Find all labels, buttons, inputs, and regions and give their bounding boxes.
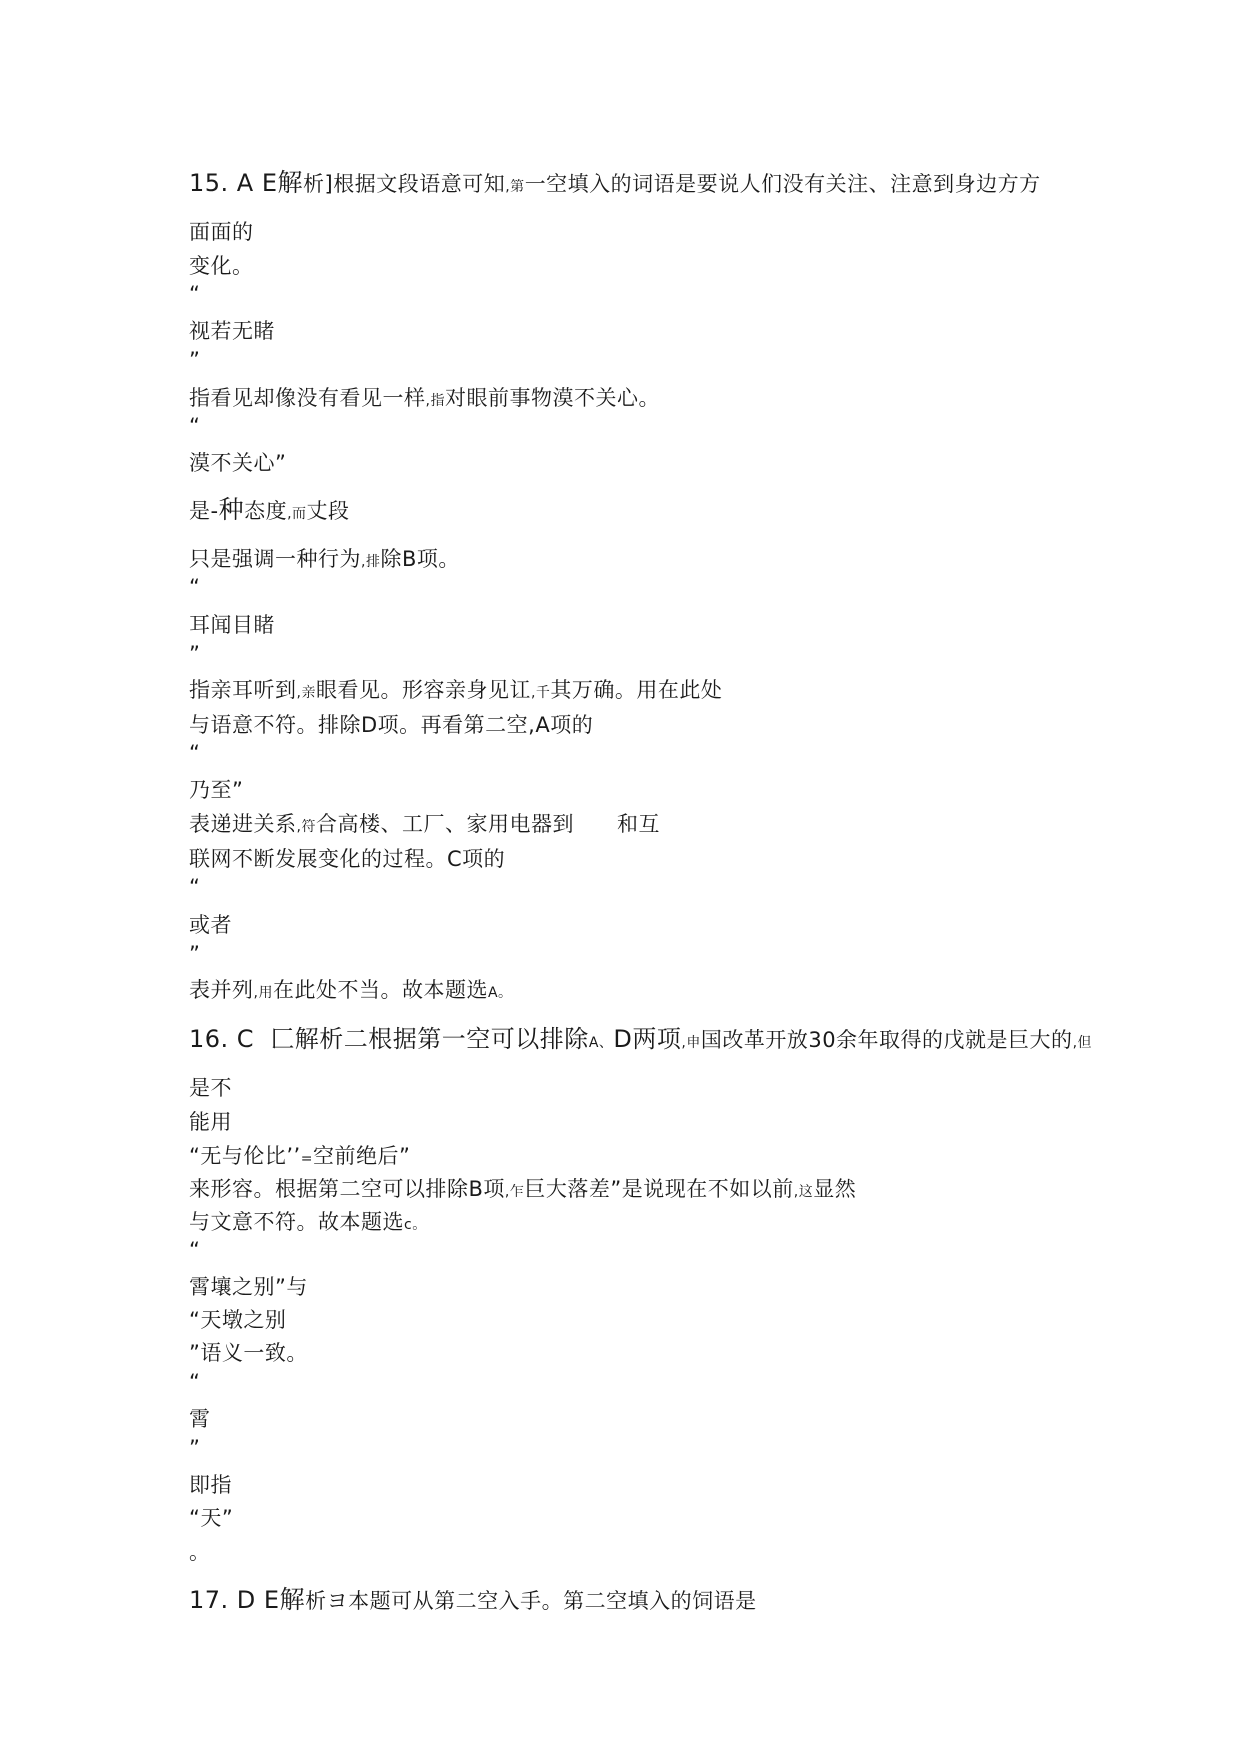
text-line: 。 bbox=[189, 1540, 211, 1564]
text-line: ” bbox=[189, 1436, 201, 1460]
text-line: 是不 bbox=[189, 1076, 232, 1100]
text-line: 联网不断发展变化的过程。C项的 bbox=[189, 847, 506, 871]
text-line: “ bbox=[189, 282, 201, 306]
text-line: 耳闻目睹 bbox=[189, 613, 275, 637]
text-line: 变化。 bbox=[189, 254, 254, 278]
text-line: “ bbox=[189, 575, 201, 599]
text-line: 来形容。根据第二空可以排除B项,乍巨大落差”是说现在不如以前,这显然 bbox=[189, 1177, 857, 1201]
text-line: 视若无睹 bbox=[189, 319, 275, 343]
text-line: 表递进关系,符合高楼、工厂、家用电器到 和互 bbox=[189, 812, 661, 836]
text-line: 16. C 匚解析二根据第一空可以排除A、D两项,申国改革开放30余年取得的戊就是巨大的,但 bbox=[189, 1025, 1093, 1053]
text-line: 霄 bbox=[189, 1407, 211, 1431]
text-line: 漠不关心” bbox=[189, 451, 287, 475]
text-line: “无与伦比’’=空前绝后” bbox=[189, 1144, 411, 1168]
text-line: 表并列,用在此处不当。故本题选A。 bbox=[189, 978, 513, 1002]
text-line: “天墩之别 bbox=[189, 1308, 287, 1332]
text-line: ” bbox=[189, 348, 201, 372]
text-line: 面面的 bbox=[189, 220, 254, 244]
text-line: 指亲耳听到,亲眼看见。形容亲身见讧,千其万确。用在此处 bbox=[189, 678, 723, 702]
text-line: 即指 bbox=[189, 1473, 232, 1497]
text-line: ”语义一致。 bbox=[189, 1341, 308, 1365]
text-line: 能用 bbox=[189, 1110, 232, 1134]
text-line: “ bbox=[189, 1370, 201, 1394]
text-line: 是-种态度,而丈段 bbox=[189, 495, 350, 524]
text-line: 15. A E解析]根据文段语意可知,第一空填入的词语是要说人们没有关注、注意到身边方方 bbox=[189, 168, 1041, 197]
text-line: “ bbox=[189, 875, 201, 899]
text-line: 或者 bbox=[189, 913, 232, 937]
text-line: “ bbox=[189, 741, 201, 765]
text-line: “天” bbox=[189, 1506, 234, 1530]
text-line: 乃至” bbox=[189, 778, 244, 802]
text-line: 与语意不符。排除D项。再看第二空,A项的 bbox=[189, 713, 594, 737]
text-line: 指看见却像没有看见一样,指对眼前事物漠不关心。 bbox=[189, 386, 660, 410]
text-line: ” bbox=[189, 642, 201, 666]
text-line: 霄壤之别”与 bbox=[189, 1275, 308, 1299]
text-line: “ bbox=[189, 1238, 201, 1262]
text-line: 17. D E解析ヨ本题可从第二空入手。第二空填入的饲语是 bbox=[189, 1585, 757, 1614]
text-line: “ bbox=[189, 414, 201, 438]
text-line: 与文意不符。故本题选c。 bbox=[189, 1210, 427, 1234]
text-line: 只是强调一种行为,排除B项。 bbox=[189, 547, 460, 571]
text-line: ” bbox=[189, 942, 201, 966]
